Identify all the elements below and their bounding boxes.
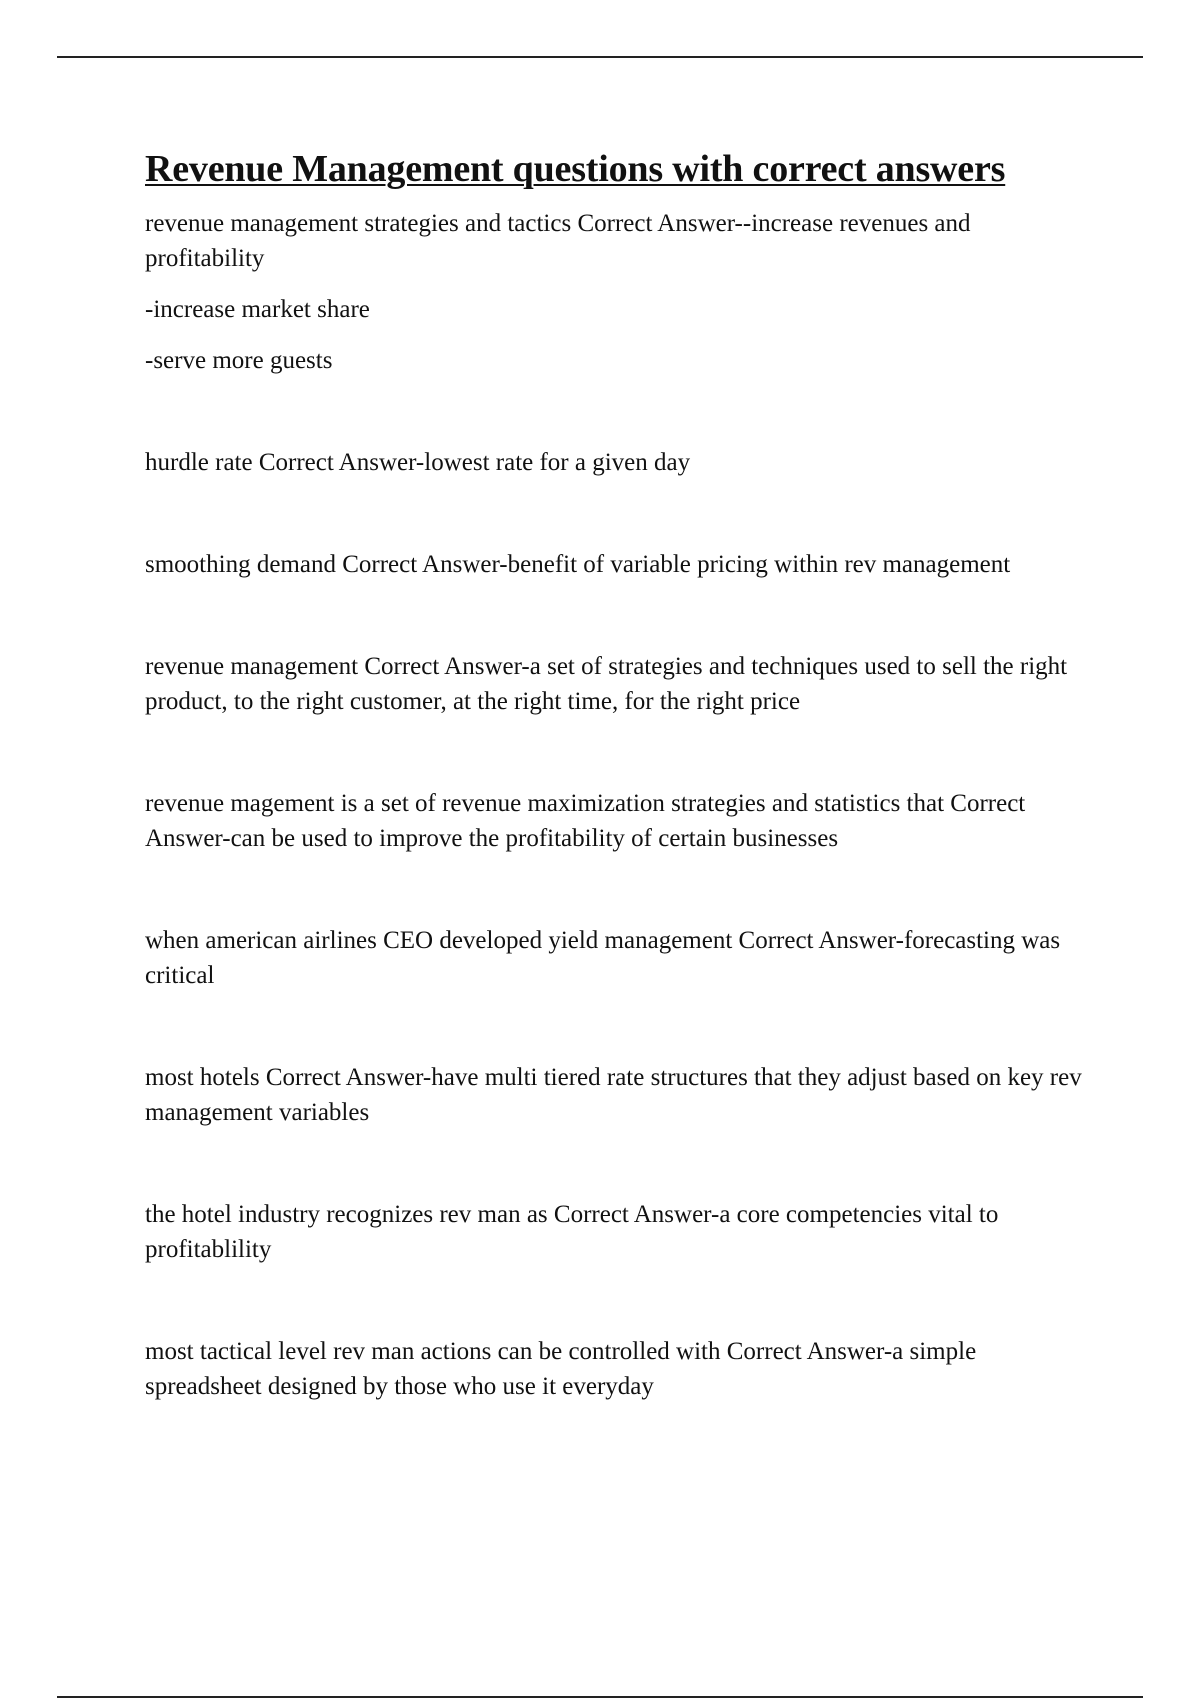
document-body: [145, 144, 1090, 1404]
qa-item-market-share: -increase market share: [145, 296, 370, 323]
qa-item-american-airlines: when american airlines CEO developed yield management Correct Answer-forecasting was critical: [145, 927, 1061, 989]
page-bottom-rule: [57, 1696, 1143, 1698]
qa-item-most-hotels: most hotels Correct Answer-have multi tiered rate structures that they adjust based on key rev management variables: [145, 1064, 1082, 1126]
page-top-rule: [57, 56, 1143, 58]
qa-item-hotel-industry: the hotel industry recognizes rev man as Correct Answer-a core competencies vital to profitablility: [145, 1201, 999, 1263]
document-title: Revenue Management questions with correct answers: [145, 148, 1006, 190]
qa-item-smoothing-demand: smoothing demand Correct Answer-benefit of variable pricing within rev management: [145, 551, 1011, 578]
qa-item-revenue-management: revenue management Correct Answer-a set of strategies and techniques used to sell the right product, to the right customer, at the right time, for the right price: [145, 653, 1068, 715]
qa-item-rm-strategies: revenue management strategies and tactics Correct Answer--increase revenues and profitability: [145, 210, 971, 272]
qa-item-maximization-strategies: revenue magement is a set of revenue maximization strategies and statistics that Correct Answer-can be used to improve the profitability of certain businesses: [145, 790, 1026, 852]
qa-item-hurdle-rate: hurdle rate Correct Answer-lowest rate for a given day: [145, 449, 691, 476]
qa-item-tactical-level: most tactical level rev man actions can be controlled with Correct Answer-a simple spreadsheet designed by those who use it everyday: [145, 1338, 977, 1400]
qa-item-serve-guests: -serve more guests: [145, 347, 333, 374]
